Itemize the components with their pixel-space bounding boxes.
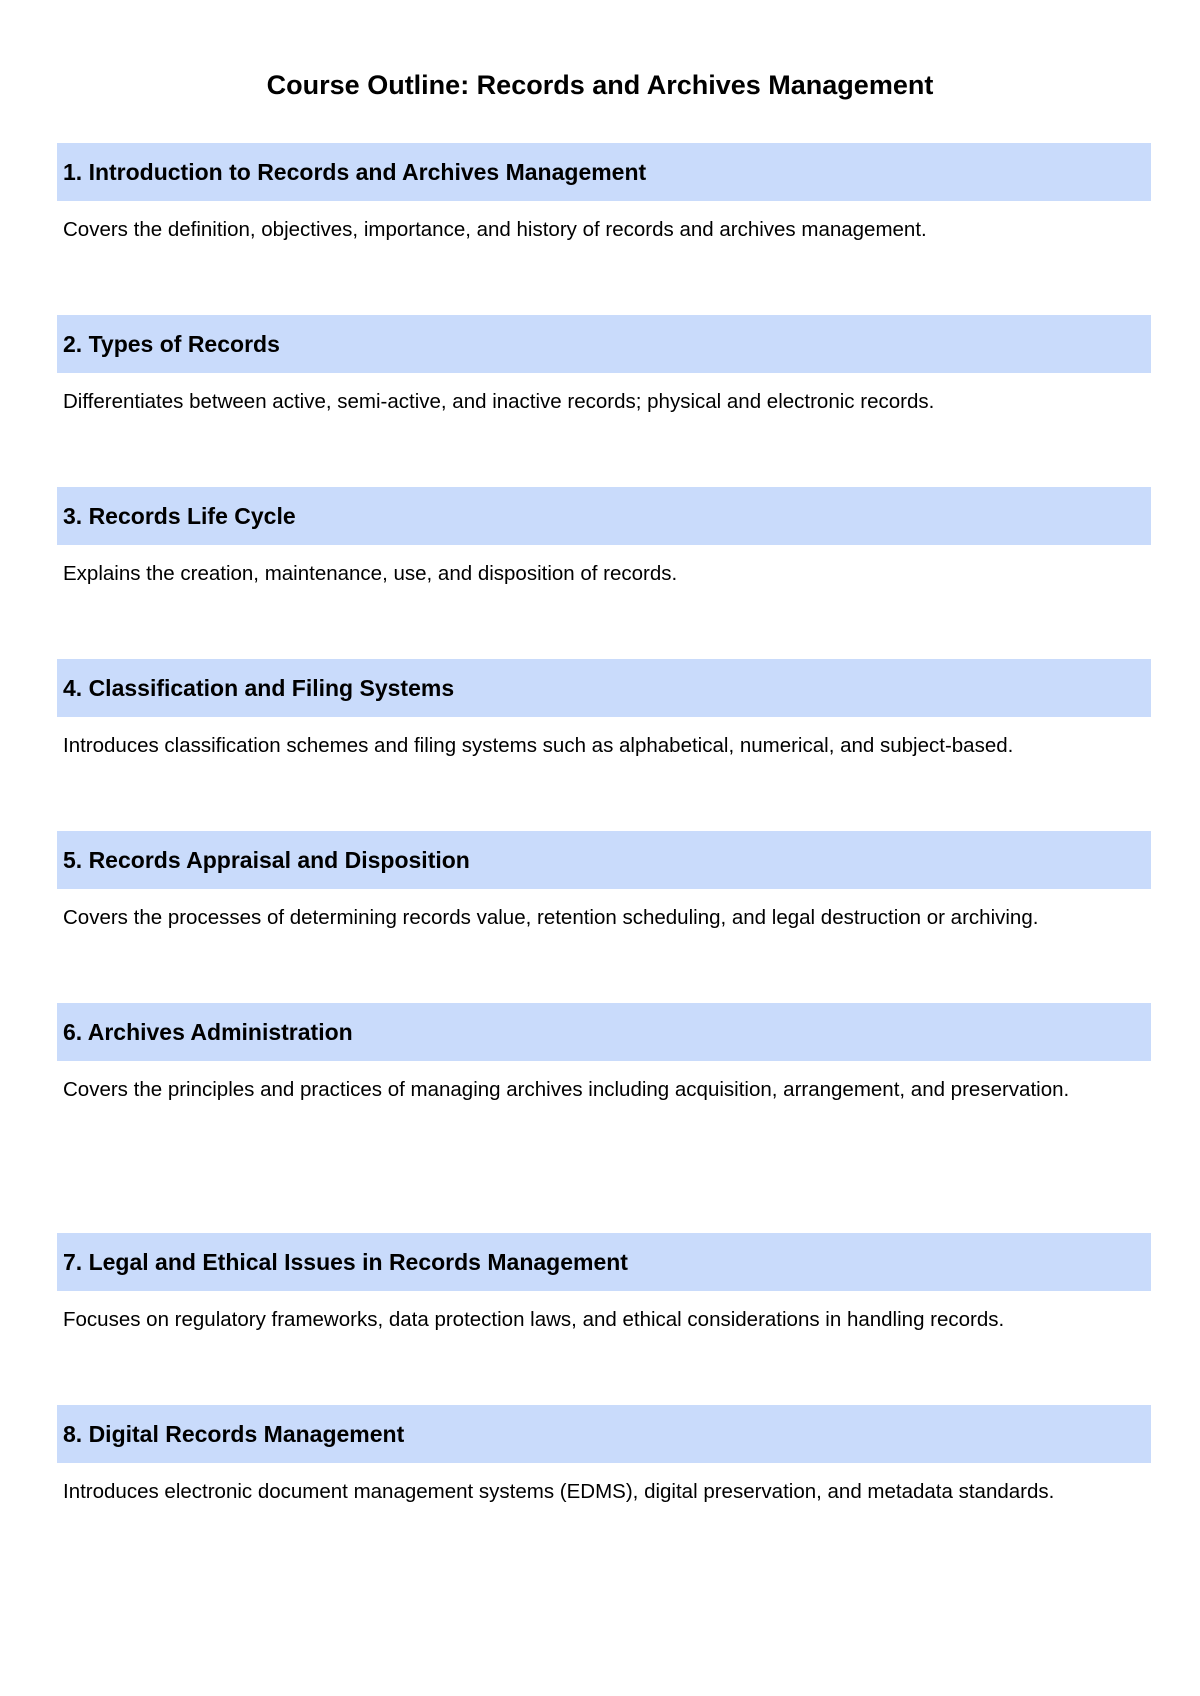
section-heading: 6. Archives Administration	[57, 1003, 1151, 1061]
section-types-of-records	[57, 315, 1151, 430]
section-digital-records	[57, 1405, 1151, 1520]
section-description: Introduces electronic document management systems (EDMS), digital preservation, and metadata standards.	[63, 1480, 1055, 1503]
section-description: Introduces classification schemes and filing systems such as alphabetical, numerical, and subject-based.	[63, 734, 1014, 757]
section-heading: 2. Types of Records	[57, 315, 1151, 373]
section-appraisal-disposition	[57, 831, 1151, 946]
section-heading: 3. Records Life Cycle	[57, 487, 1151, 545]
section-heading: 4. Classification and Filing Systems	[57, 659, 1151, 717]
section-heading: 7. Legal and Ethical Issues in Records Management	[57, 1233, 1151, 1291]
section-heading: 5. Records Appraisal and Disposition	[57, 831, 1151, 889]
section-heading: 1. Introduction to Records and Archives Management	[57, 143, 1151, 201]
section-description: Covers the principles and practices of managing archives including acquisition, arrangement, and preservation.	[63, 1078, 1070, 1101]
section-heading: 8. Digital Records Management	[57, 1405, 1151, 1463]
section-introduction	[57, 143, 1151, 258]
section-description: Focuses on regulatory frameworks, data protection laws, and ethical considerations in handling records.	[63, 1308, 1005, 1331]
section-description: Covers the processes of determining records value, retention scheduling, and legal destruction or archiving.	[63, 906, 1039, 929]
section-description: Covers the definition, objectives, importance, and history of records and archives management.	[63, 218, 927, 241]
section-description: Explains the creation, maintenance, use, and disposition of records.	[63, 562, 678, 585]
section-description: Differentiates between active, semi-active, and inactive records; physical and electronic records.	[63, 390, 935, 413]
document-title: Course Outline: Records and Archives Management	[266, 70, 934, 100]
section-archives-administration	[57, 1003, 1151, 1118]
section-legal-ethical	[57, 1233, 1151, 1348]
section-records-life-cycle	[57, 487, 1151, 602]
section-classification-filing	[57, 659, 1151, 774]
